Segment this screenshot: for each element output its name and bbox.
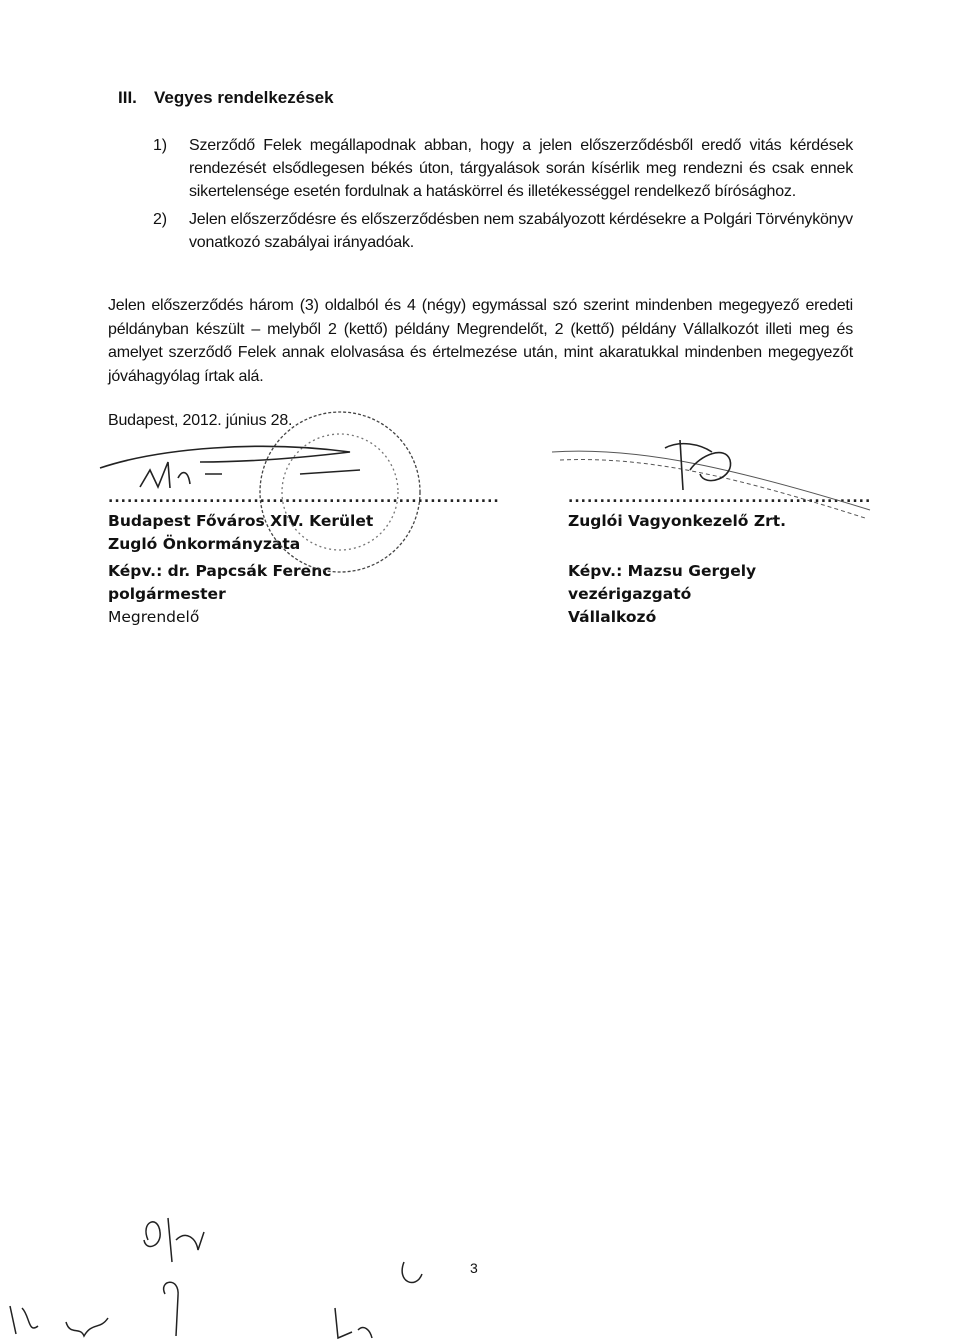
signatory-title: polgármester xyxy=(108,585,226,603)
section-number: III. xyxy=(118,88,137,107)
section-title: Vegyes rendelkezések xyxy=(154,88,334,107)
list-item xyxy=(153,134,853,203)
item-text: Jelen előszerződésre és előszerződésben nem szabályozott kérdésekre a Polgári Törvénykönyv vonatkozó szabályai irányadóak. xyxy=(189,211,853,251)
page-number: 3 xyxy=(470,1260,478,1276)
signatory-org: Zuglói Vagyonkezelő Zrt. xyxy=(568,512,787,530)
item-text: Szerződő Felek megállapodnak abban, hogy a jelen előszerződésből eredő vitás kérdések rendezését elsődlegesen békés úton, tárgyalások során kísérlik meg rendezni és csak ennek sikertelensége esetén fordulnak a hatáskörrel és illetékességgel rendelkező bírósághoz. xyxy=(189,137,853,200)
signatory-representative: Képv.: dr. Papcsák Ferenc xyxy=(108,562,332,580)
right-signature xyxy=(665,440,731,490)
handwritten-initials xyxy=(10,1218,422,1338)
left-signature-block xyxy=(108,487,500,629)
item-number: 1) xyxy=(153,137,167,154)
item-number: 2) xyxy=(153,211,167,228)
section-heading xyxy=(118,88,334,108)
signatory-role: Vállalkozó xyxy=(568,608,657,626)
signature-line: .............................................................. xyxy=(108,490,500,506)
copies-paragraph: Jelen előszerződés három (3) oldalból és 4 (négy) egymással szó szerint mindenben megegyező eredeti példányban készült – melyből 2 (kettő) példány Megrendelőt, 2 (kettő) példány Vállalkozót illeti meg és amelyet szerződő Felek annak elolvasása és értelmezése után, mint akaratukkal mindenben megegyezőt jóváhagyólag írtak alá. xyxy=(108,297,853,385)
right-signature-block xyxy=(568,487,871,629)
signature-line: ................................................ xyxy=(568,490,872,506)
signatory-representative: Képv.: Mazsu Gergely xyxy=(568,562,757,580)
place-date: Budapest, 2012. június 28. xyxy=(108,412,293,429)
left-signature xyxy=(100,446,360,488)
signatory-role: Megrendelő xyxy=(108,608,200,626)
provisions-list xyxy=(153,134,853,254)
signatory-title: vezérigazgató xyxy=(568,585,692,603)
signatory-org-2: Zugló Önkormányzata xyxy=(108,535,301,553)
signatory-org: Budapest Főváros XIV. Kerület xyxy=(108,512,374,530)
list-item xyxy=(153,208,853,254)
